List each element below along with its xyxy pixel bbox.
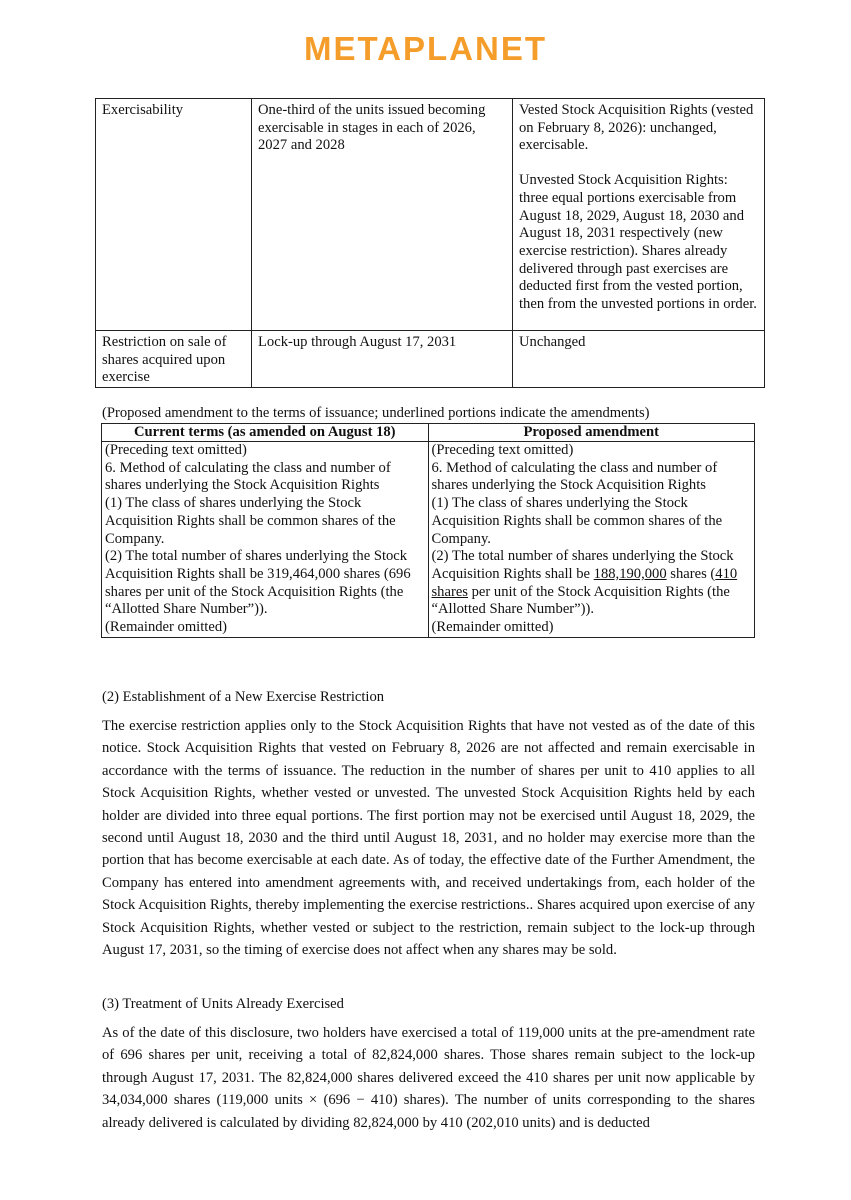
- column-header-proposed: Proposed amendment: [428, 424, 755, 442]
- text-line: (Preceding text omitted): [105, 442, 247, 458]
- text-line: (1) The class of shares underlying the Stock Acquisition Rights shall be common shares of the Company.: [105, 495, 396, 547]
- item-cell: Restriction on sale of shares acquired upon exercise: [96, 331, 252, 388]
- underlined-amendment: 410 shares: [431, 565, 738, 600]
- paragraph: The exercise restriction applies only to the Stock Acquisition Rights that have not vested as of the date of this notice. Stock Acquisition Rights that vested on February 8, 2026 are not affected and remain exercisable in accordance with the terms of issuance. The reduction in the number of shares per unit to 410 applies to all Stock Acquisition Rights, whether vested or unvested. The unvested Stock Acquisition Rights held by each holder are divided into three equal portions. The first portion may not be exercised until August 18, 2029, the second until August 18, 2030 and the third until August 18, 2031, and no holder may exercise more than the portion that has become exercisable at each date. As of today, the effective date of the Further Amendment, the Company has entered into amendment agreements with, and received undertakings from, each holder of the Stock Acquisition Rights, thereby implementing the exercise restrictions.. Shares acquired upon exercise of any Stock Acquisition Rights, whether vested or subject to the restriction, remain subject to the lock-up through August 17, 2031, so the timing of exercise does not affect when any shares may be sold.: [102, 718, 755, 959]
- item-cell: Exercisability: [96, 99, 252, 331]
- text-segment: per unit of the Stock Acquisition Rights (the “Allotted Share Number”)).: [431, 583, 730, 618]
- section-body: [102, 1022, 755, 1134]
- text-line: (Remainder omitted): [105, 619, 227, 636]
- underlined-amendment: 188,190,000: [593, 565, 667, 582]
- table-header-row: [102, 424, 755, 442]
- amended-paragraph: Unvested Stock Acquisition Rights: three equal portions exercisable from August 18, 2029, August 18, 2030 and August 18, 2031 respectively (new exercise restriction). Shares already delivered through past exercises are deducted first from the vested portion, then from the unvested portions in order.: [519, 172, 757, 313]
- current-terms-cell: Lock-up through August 17, 2031: [252, 331, 513, 388]
- text-line: (Preceding text omitted): [431, 442, 574, 458]
- current-terms-cell: [102, 442, 429, 638]
- amendment-caption: (Proposed amendment to the terms of issuance; underlined portions indicate the amendments): [102, 405, 650, 421]
- amended-paragraph: Vested Stock Acquisition Rights (vested on February 8, 2026): unchanged, exercisable.: [519, 102, 754, 154]
- text-segment: shares (: [666, 565, 716, 582]
- section-body: [102, 715, 755, 961]
- terms-comparison-table: [95, 98, 765, 388]
- section-heading: (2) Establishment of a New Exercise Restriction: [102, 689, 385, 705]
- metaplanet-logo: METAPLANET: [303, 30, 548, 67]
- table-row: [96, 331, 765, 388]
- text-line: 6. Method of calculating the class and number of shares underlying the Stock Acquisition Rights: [431, 459, 718, 494]
- proposed-amendment-cell: [428, 442, 755, 638]
- section-heading: (3) Treatment of Units Already Exercised: [102, 996, 344, 1012]
- paragraph: As of the date of this disclosure, two holders have exercised a total of 119,000 units at the pre-amendment rate of 696 shares per unit, receiving a total of 82,824,000 shares. Those shares remain subject to the lock-up through August 17, 2031. The 82,824,000 shares delivered exceed the 410 shares per unit now applicable by 34,034,000 shares (119,000 units × (696 − 410) shares). The number of units corresponding to the shares already delivered is calculated by dividing 82,824,000 by 410 (202,010 units) and is deducted: [102, 1025, 755, 1131]
- text-line: [432, 548, 752, 619]
- column-header-current: Current terms (as amended on August 18): [102, 424, 429, 442]
- amended-terms-cell: [513, 99, 765, 331]
- text-line: (2) The total number of shares underlying the Stock Acquisition Rights shall be 319,464,000 shares (696 shares per unit of the Stock Acquisition Rights (the “Allotted Share Number”)).: [105, 548, 411, 618]
- text-line: (Remainder omitted): [431, 619, 554, 636]
- table-row: [102, 442, 755, 638]
- text-line: 6. Method of calculating the class and number of shares underlying the Stock Acquisition Rights: [105, 459, 391, 494]
- text-line: (1) The class of shares underlying the Stock Acquisition Rights shall be common shares of the Company.: [431, 495, 723, 547]
- table-row: [96, 99, 765, 331]
- amended-terms-cell: Unchanged: [513, 331, 765, 388]
- current-terms-cell: One-third of the units issued becoming exercisable in stages in each of 2026, 2027 and 2028: [252, 99, 513, 331]
- text-segment: (2) The total number of shares underlying the Stock Acquisition Rights shall be: [431, 548, 734, 582]
- amendment-table: [101, 423, 755, 638]
